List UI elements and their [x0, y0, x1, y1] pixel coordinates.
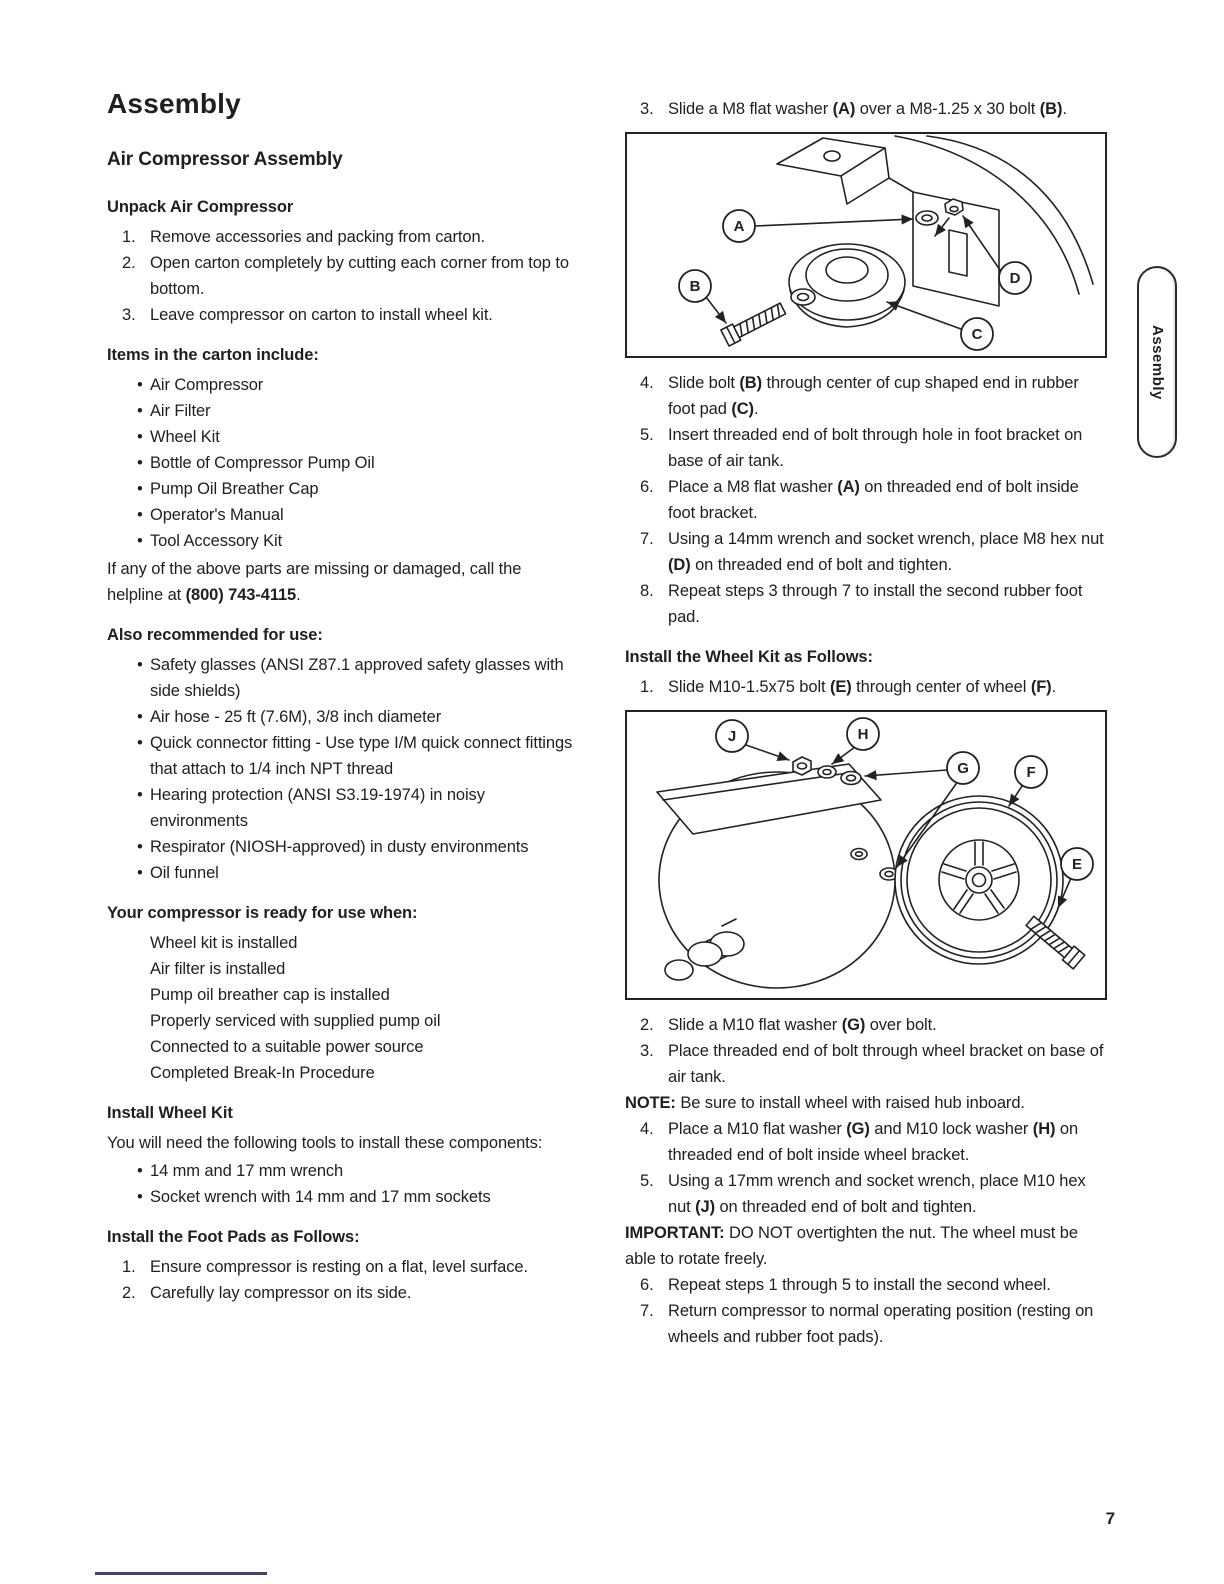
- step-item: [107, 224, 575, 250]
- step-number: 7.: [640, 1302, 654, 1320]
- step-text: Carefully lay compressor on its side.: [150, 1284, 412, 1302]
- step-item: [625, 474, 1107, 526]
- bullet-text: Tool Accessory Kit: [150, 532, 283, 550]
- step-text: Repeat steps 3 through 7 to install the second rubber foot pad.: [668, 582, 1083, 626]
- callout-label-e: E: [1072, 856, 1082, 873]
- step-text: Using a 17mm wrench and socket wrench, place M10 hex nut (J) on threaded end of bolt and tighten.: [668, 1172, 1086, 1216]
- step-text: Remove accessories and packing from carton.: [150, 228, 486, 246]
- step-text: Slide bolt (B) through center of cup shaped end in rubber foot pad (C).: [668, 374, 1079, 418]
- bullet-text: 14 mm and 17 mm wrench: [150, 1162, 344, 1180]
- bullet-text: Air Filter: [150, 402, 211, 420]
- step-item: [625, 674, 1107, 700]
- callout-arrow: [746, 745, 789, 760]
- step-number: 1.: [640, 678, 654, 696]
- bullet-text: Socket wrench with 14 mm and 17 mm sockets: [150, 1188, 491, 1206]
- step-number: 6.: [640, 478, 654, 496]
- heading-ready-for-use: Your compressor is ready for use when:: [107, 904, 418, 922]
- bullet-dot: [137, 372, 150, 398]
- list-item: [107, 1184, 575, 1210]
- list-item: [107, 730, 575, 782]
- step-number: 3.: [640, 100, 654, 118]
- bullet-text: Operator's Manual: [150, 506, 284, 524]
- section-heading: Air Compressor Assembly: [107, 149, 343, 170]
- callout-label-g: G: [957, 760, 969, 777]
- step-number: 2.: [640, 1016, 654, 1034]
- bullet-text: Hearing protection (ANSI S3.19-1974) in noisy environments: [150, 786, 485, 830]
- bullet-text: Safety glasses (ANSI Z87.1 approved safety glasses with side shields): [150, 656, 564, 700]
- bullet-text: Respirator (NIOSH-approved) in dusty environments: [150, 838, 529, 856]
- step-item: [625, 578, 1107, 630]
- step-item: [625, 1038, 1107, 1090]
- tools-intro: You will need the following tools to install these components:: [107, 1134, 543, 1152]
- step-text: Insert threaded end of bolt through hole in foot bracket on base of air tank.: [668, 426, 1083, 470]
- step-number: 5.: [640, 1172, 654, 1190]
- step-number: 4.: [640, 374, 654, 392]
- page-title: Assembly: [107, 88, 241, 119]
- bullet-dot: [137, 528, 150, 554]
- list-item: [107, 502, 575, 528]
- step-number: 6.: [640, 1276, 654, 1294]
- heading-install-wheel-kit-steps: Install the Wheel Kit as Follows:: [625, 648, 873, 666]
- bullet-dot: [137, 398, 150, 424]
- step-item: [625, 422, 1107, 474]
- bullet-text: Bottle of Compressor Pump Oil: [150, 454, 375, 472]
- heading-unpack: Unpack Air Compressor: [107, 198, 294, 216]
- heading-carton-items: Items in the carton include:: [107, 346, 319, 364]
- callout-label-b: B: [689, 278, 701, 295]
- heading-recommended: Also recommended for use:: [107, 626, 323, 644]
- step-number: 1.: [122, 1258, 136, 1276]
- step-item: [625, 1012, 1107, 1038]
- bullet-text: Oil funnel: [150, 864, 219, 882]
- heading-install-wheel-kit: Install Wheel Kit: [107, 1104, 233, 1122]
- step-number: 5.: [640, 426, 654, 444]
- list-item: [107, 528, 575, 554]
- bullet-text: Air hose - 25 ft (7.6M), 3/8 inch diameter: [150, 708, 442, 726]
- bullet-dot: [137, 860, 150, 886]
- side-tab-label: Assembly: [1149, 324, 1166, 400]
- callout-label-d: D: [1009, 270, 1021, 287]
- list-item: [107, 834, 575, 860]
- callout-arrow: [706, 297, 726, 323]
- list-item: [107, 782, 575, 834]
- step-item: [107, 1254, 575, 1280]
- list-item: [107, 652, 575, 704]
- flat-washer: [841, 772, 861, 785]
- flat-washer: [916, 211, 938, 225]
- bolt: [721, 300, 787, 346]
- step-text: Leave compressor on carton to install wheel kit.: [150, 306, 493, 324]
- important-text: IMPORTANT: DO NOT overtighten the nut. The wheel must be able to rotate freely.: [625, 1224, 1078, 1268]
- ready-item: Connected to a suitable power source: [150, 1038, 424, 1056]
- ready-item: Completed Break-In Procedure: [150, 1064, 375, 1082]
- step-item: [625, 1168, 1107, 1220]
- footer-rule: [95, 1572, 267, 1575]
- callout-label-f: F: [1026, 764, 1036, 781]
- list-item: [107, 704, 575, 730]
- right-column: [625, 96, 1107, 1350]
- callout-arrow: [887, 302, 961, 329]
- step-text: Return compressor to normal operating position (resting on wheels and rubber foot pads).: [668, 1302, 1094, 1346]
- step-text: Slide a M10 flat washer (G) over bolt.: [668, 1016, 937, 1034]
- step-text: Place threaded end of bolt through wheel bracket on base of air tank.: [668, 1042, 1104, 1086]
- bullet-dot: [137, 834, 150, 860]
- side-tab-assembly: [1137, 266, 1177, 458]
- bullet-dot: [137, 782, 150, 834]
- foot-pad-assembly-diagram: [627, 134, 1105, 356]
- bullet-dot: [137, 476, 150, 502]
- step-number: 2.: [122, 254, 136, 272]
- step-text: Repeat steps 1 through 5 to install the second wheel.: [668, 1276, 1051, 1294]
- flat-washer: [791, 289, 815, 305]
- bullet-dot: [137, 1184, 150, 1210]
- step-item: [625, 526, 1107, 578]
- callout-label-a: A: [733, 218, 745, 235]
- missing-parts-note: If any of the above parts are missing or damaged, call the helpline at (800) 743-4115.: [107, 560, 522, 604]
- list-item: [107, 476, 575, 502]
- step-number: 4.: [640, 1120, 654, 1138]
- ready-item: Properly serviced with supplied pump oil: [150, 1012, 441, 1030]
- step-number: 3.: [122, 306, 136, 324]
- list-item: [107, 372, 575, 398]
- note-text: NOTE: Be sure to install wheel with raised hub inboard.: [625, 1094, 1025, 1112]
- list-item: [107, 450, 575, 476]
- step-text: Using a 14mm wrench and socket wrench, place M8 hex nut (D) on threaded end of bolt and tighten.: [668, 530, 1104, 574]
- ready-item: Air filter is installed: [150, 960, 286, 978]
- step-text: Place a M8 flat washer (A) on threaded end of bolt inside foot bracket.: [668, 478, 1079, 522]
- foot-pad-assembly-figure: [625, 132, 1107, 358]
- bullet-text: Quick connector fitting - Use type I/M quick connect fittings that attach to 1/4 inch NPT thread: [150, 734, 573, 778]
- step-item: [625, 1116, 1107, 1168]
- step-item: [625, 1272, 1107, 1298]
- step-number: 8.: [640, 582, 654, 600]
- bullet-text: Pump Oil Breather Cap: [150, 480, 319, 498]
- hex-nut: [793, 757, 811, 775]
- left-column: [107, 88, 575, 1306]
- list-item: [107, 398, 575, 424]
- step-text: Open carton completely by cutting each corner from top to bottom.: [150, 254, 569, 298]
- page-number: 7: [1105, 1509, 1115, 1528]
- callout-arrow: [755, 219, 913, 226]
- callout-arrow: [832, 747, 855, 764]
- step-text: Slide a M8 flat washer (A) over a M8-1.25 x 30 bolt (B).: [668, 100, 1067, 118]
- bullet-dot: [137, 424, 150, 450]
- step-item: [107, 250, 575, 302]
- bullet-dot: [137, 652, 150, 704]
- step-item: [107, 302, 575, 328]
- list-item: [107, 424, 575, 450]
- callout-label-h: H: [857, 726, 869, 743]
- step-text: Place a M10 flat washer (G) and M10 lock washer (H) on threaded end of bolt inside wheel bracket.: [668, 1120, 1079, 1164]
- step-item: [625, 370, 1107, 422]
- ready-item: Pump oil breather cap is installed: [150, 986, 390, 1004]
- bullet-dot: [137, 730, 150, 782]
- step-number: 3.: [640, 1042, 654, 1060]
- bullet-text: Air Compressor: [150, 376, 264, 394]
- lock-washer: [818, 766, 836, 778]
- step-text: Ensure compressor is resting on a flat, level surface.: [150, 1258, 528, 1276]
- step-item: [625, 1298, 1107, 1350]
- list-item: [107, 1158, 575, 1184]
- callout-arrow: [1009, 786, 1022, 806]
- step-item: [107, 1280, 575, 1306]
- bullet-dot: [137, 704, 150, 730]
- bullet-dot: [137, 1158, 150, 1184]
- bullet-dot: [137, 450, 150, 476]
- heading-install-foot-pads: Install the Foot Pads as Follows:: [107, 1228, 360, 1246]
- bullet-dot: [137, 502, 150, 528]
- list-item: [107, 860, 575, 886]
- callout-label-c: C: [971, 326, 983, 343]
- bullet-text: Wheel Kit: [150, 428, 220, 446]
- ready-item: Wheel kit is installed: [150, 934, 298, 952]
- step-item: [625, 96, 1107, 122]
- callout-arrow: [865, 770, 947, 776]
- wheel-kit-figure: [625, 710, 1107, 1000]
- step-text: Slide M10-1.5x75 bolt (E) through center of wheel (F).: [668, 678, 1057, 696]
- callout-label-j: J: [727, 728, 737, 745]
- wheel-kit-diagram: [627, 712, 1105, 998]
- step-number: 1.: [122, 228, 136, 246]
- step-number: 7.: [640, 530, 654, 548]
- step-number: 2.: [122, 1284, 136, 1302]
